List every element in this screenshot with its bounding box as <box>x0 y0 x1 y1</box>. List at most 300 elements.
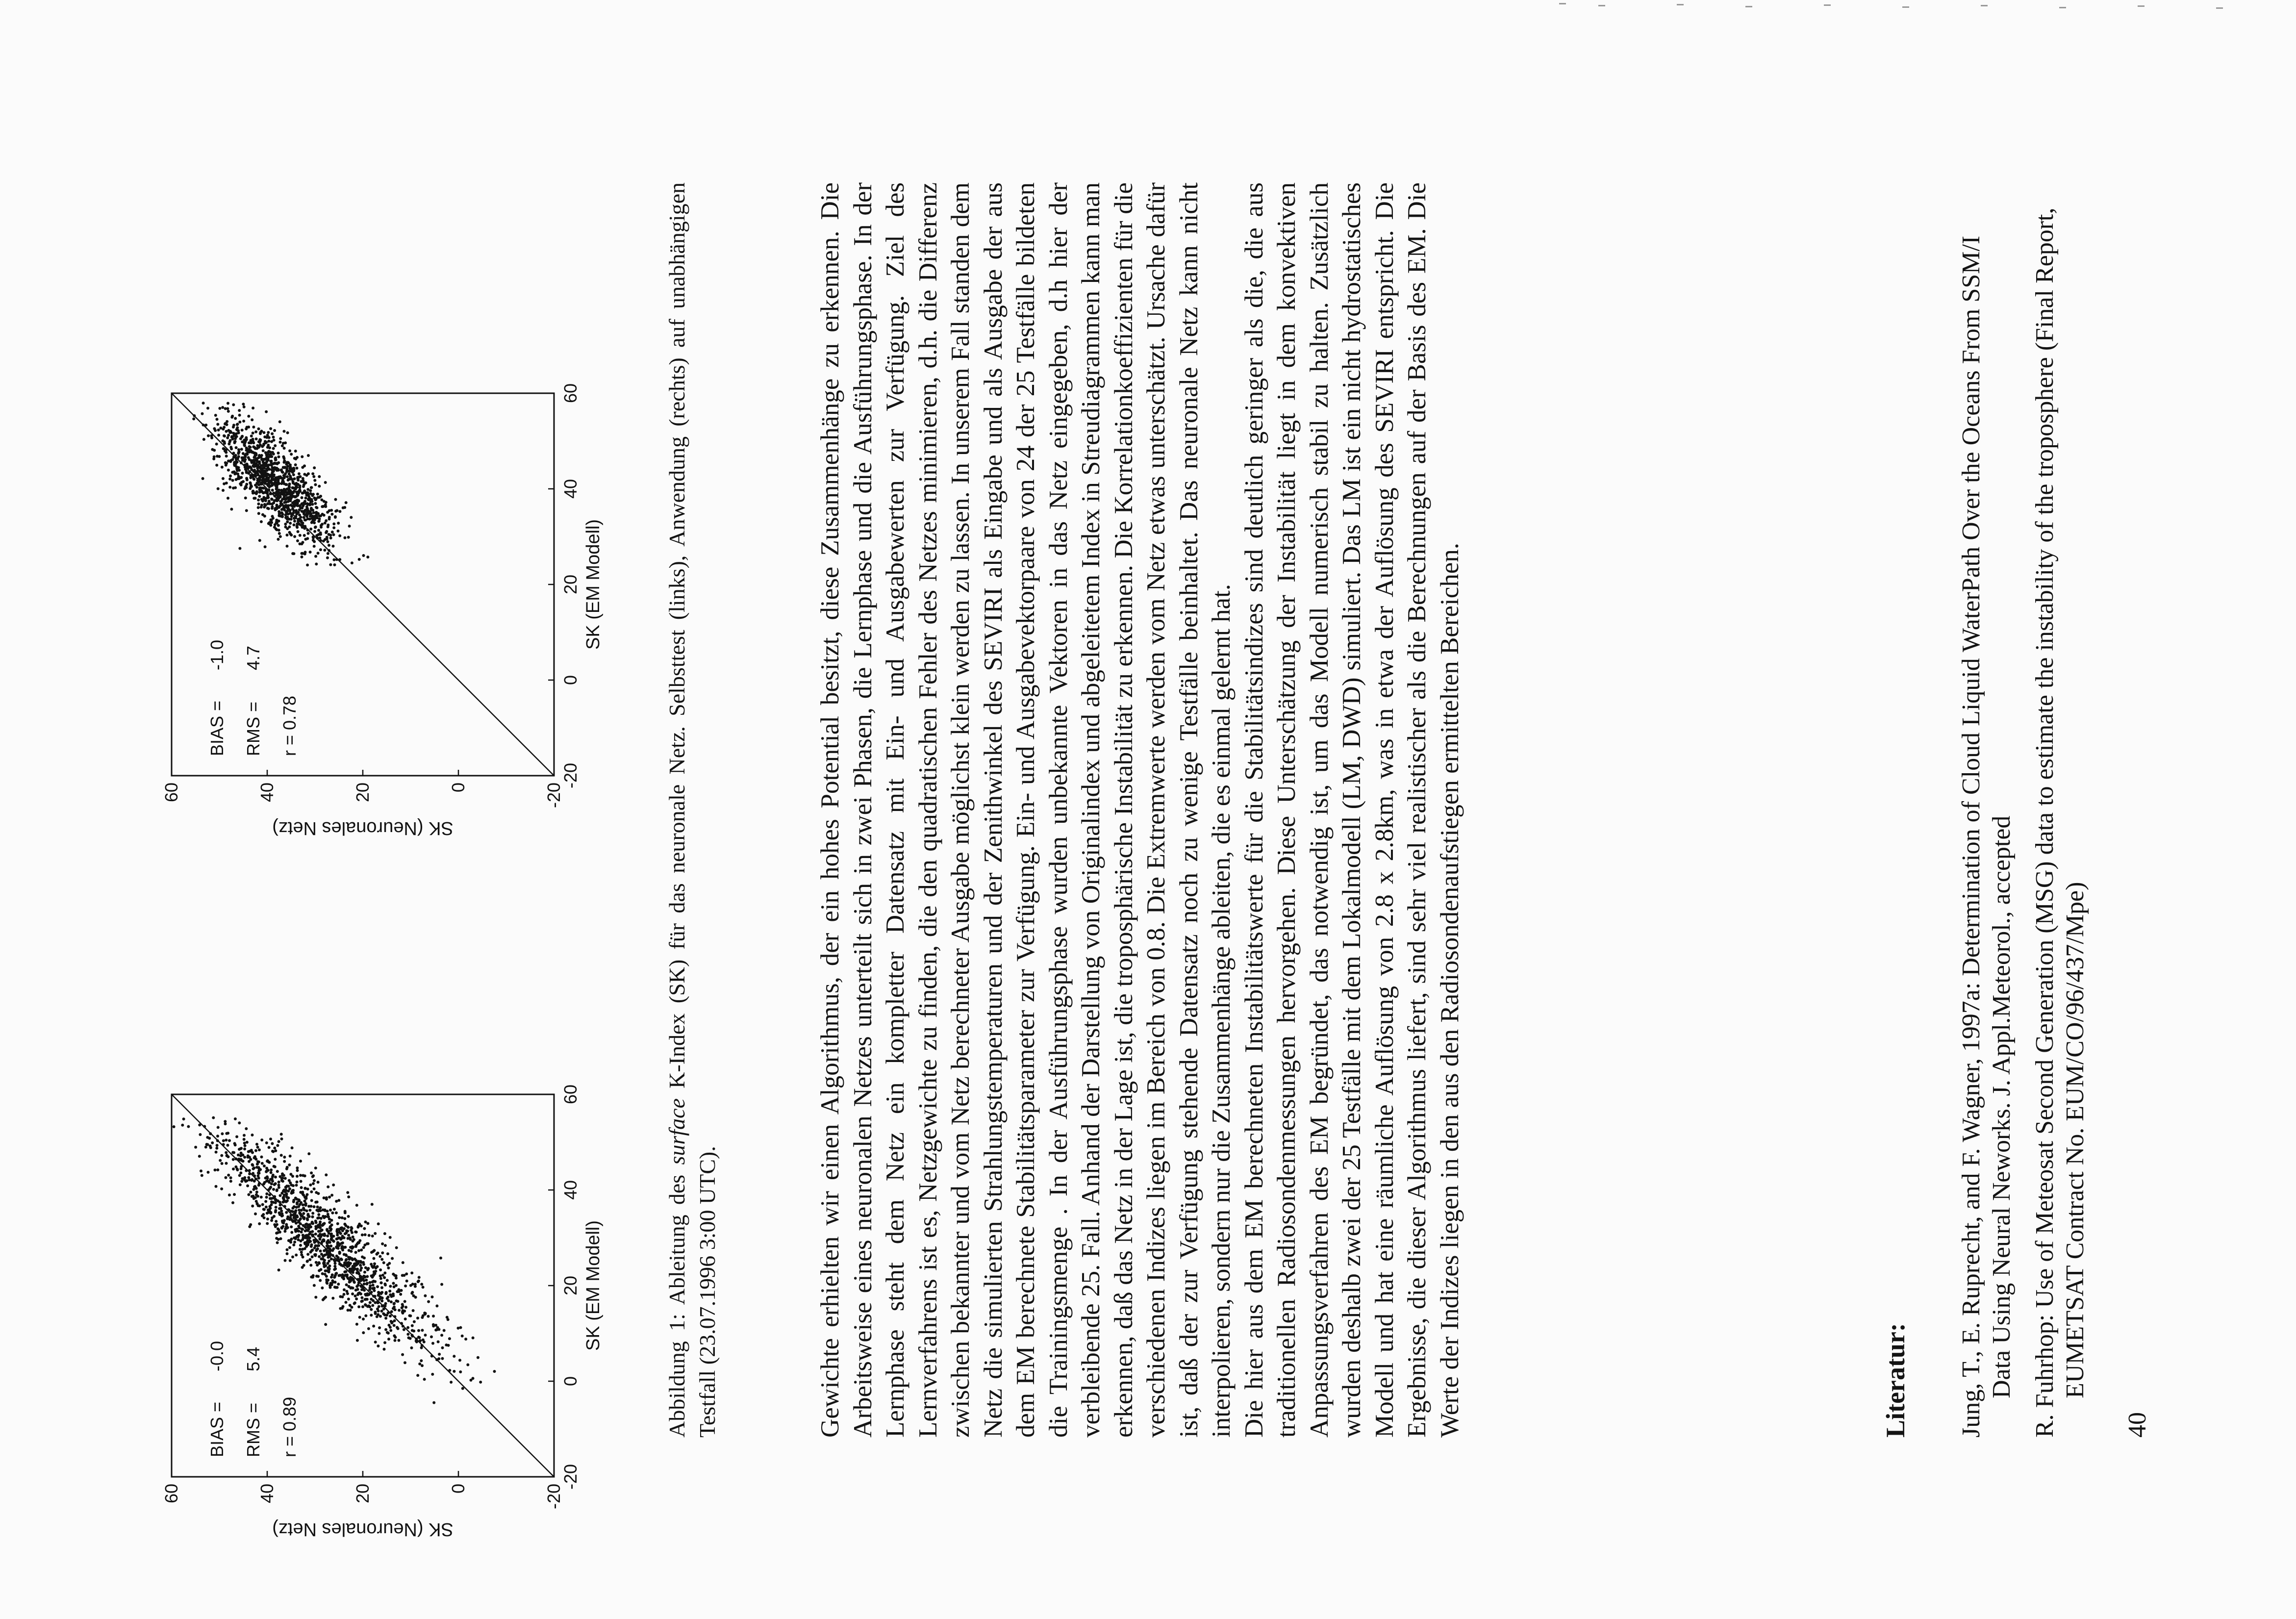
scatter-point <box>274 495 277 498</box>
scatter-point <box>380 1258 383 1261</box>
scatter-point <box>206 1136 209 1139</box>
scatter-point <box>390 1300 393 1303</box>
scatter-point <box>392 1282 395 1285</box>
scatter-point <box>269 518 272 521</box>
scatter-point <box>356 1339 359 1342</box>
scatter-point <box>390 1310 393 1313</box>
scatter-point <box>182 1117 185 1120</box>
scatter-point <box>356 1288 359 1291</box>
scatter-point <box>275 507 278 510</box>
scatter-point <box>309 1184 312 1187</box>
scatter-point <box>380 1299 383 1302</box>
x-tick-label: 20 <box>560 1275 580 1296</box>
scatter-point <box>311 1215 314 1218</box>
scatter-point <box>431 1342 434 1345</box>
scatter-point <box>327 1186 329 1189</box>
scatter-point <box>273 429 276 432</box>
scatter-point <box>250 434 253 437</box>
scatter-point <box>252 491 255 494</box>
scatter-point <box>288 450 291 453</box>
scatter-point <box>379 1315 382 1318</box>
scatter-point <box>243 1141 246 1144</box>
scatter-point <box>342 1305 345 1308</box>
scatter-point <box>389 1293 392 1296</box>
scatter-point <box>305 1223 308 1226</box>
scatter-point <box>380 1286 383 1289</box>
scatter-point <box>389 1315 392 1317</box>
scatter-point <box>232 1158 235 1161</box>
scatter-point <box>228 478 231 481</box>
scatter-point <box>239 437 242 440</box>
scatter-point <box>327 524 329 527</box>
scatter-point <box>336 1231 339 1234</box>
scatter-point <box>234 456 237 459</box>
scatter-point <box>378 1298 381 1301</box>
scatter-point <box>306 1217 309 1220</box>
scatter-point <box>302 1256 304 1259</box>
scatter-point <box>459 1370 462 1373</box>
scatter-point <box>259 482 262 485</box>
scatter-point <box>414 1296 417 1299</box>
scatter-point <box>274 1201 277 1204</box>
stat-label: r = 0.89 <box>279 1396 300 1457</box>
scatter-point <box>265 489 268 492</box>
scatter-point <box>269 1138 272 1140</box>
scatter-point <box>340 1264 343 1266</box>
scatter-point <box>272 1188 275 1191</box>
scatter-point <box>276 469 278 472</box>
scatter-point <box>354 1245 357 1248</box>
scatter-point <box>408 1314 411 1317</box>
scatter-point <box>320 1268 323 1271</box>
scatter-point <box>401 1303 404 1306</box>
scatter-point <box>291 1256 294 1259</box>
scatter-point <box>291 1219 294 1222</box>
scatter-point <box>410 1346 413 1349</box>
scatter-point <box>287 478 290 481</box>
scatter-point <box>304 1202 307 1205</box>
scatter-point <box>240 483 243 486</box>
scatter-point <box>325 1196 328 1199</box>
scatter-point <box>332 1184 335 1187</box>
scatter-point <box>252 431 254 434</box>
scatter-point <box>257 1177 260 1180</box>
scatter-point <box>398 1339 401 1342</box>
scatter-point <box>268 446 271 449</box>
scatter-point <box>305 1197 308 1200</box>
scatter-point <box>300 516 303 519</box>
scatter-point <box>289 1239 292 1242</box>
scatter-point <box>373 1257 376 1260</box>
scatter-point <box>334 1262 337 1265</box>
scatter-point <box>325 1173 328 1176</box>
scatter-point <box>316 493 319 496</box>
scatter-point <box>285 501 288 504</box>
scatter-point <box>317 1244 320 1247</box>
scatter-point <box>296 1166 299 1169</box>
scatter-point <box>283 1205 286 1208</box>
scatter-point <box>477 1356 479 1359</box>
scatter-point <box>345 1229 348 1232</box>
scatter-point <box>372 1325 375 1328</box>
scatter-point <box>313 1188 316 1190</box>
scatter-point <box>354 1294 357 1297</box>
scatter-point <box>302 1207 305 1210</box>
scatter-point <box>235 446 238 449</box>
scatter-point <box>313 545 316 548</box>
scatter-point <box>299 1240 302 1242</box>
scatter-point <box>346 1262 349 1265</box>
scan-mark <box>1824 4 1831 6</box>
scatter-point <box>345 1258 348 1261</box>
scatter-point <box>231 479 234 482</box>
scatter-point <box>255 437 258 440</box>
scatter-point <box>232 404 235 406</box>
scatter-point <box>192 417 195 420</box>
scan-mark <box>1745 6 1752 7</box>
body-paragraph: Die hier aus dem EM berechneten Instabilitätswerte für die Stabilitätsindizes sind deutlich geringer als die, die aus traditionellen Radiosondenmessungen hervorgehen. Diese Unterschätzung der Instabilität liegt in dem konvektiven Anpassungsverfahren des EM begründet, das notwendig ist, um das Modell numerisch stabil zu halten. Zusätzlich wurden deshalb zwei der 25 Testfälle mit dem Lokalmodell (LM, DWD) simuliert. Das LM ist ein nicht hydrostatisches Modell und hat eine räumliche Auflösung von 2.8 x 2.8km, was in etwa der Auflösung des SEVIRI entspricht. Die Ergebnisse, die dieser Algorithmus liefert, sind sehr viel realistischer als die Berechnungen auf der Basis des EM. Die Werte der Indizes liegen in den aus den Radiosondenaufstiegen ermittelten Bereichen. <box>1239 182 1464 1438</box>
scatter-point <box>285 1192 288 1195</box>
scatter-point <box>319 1220 322 1223</box>
scatter-point <box>384 1284 387 1287</box>
scatter-point <box>271 1175 274 1178</box>
scatter-point <box>234 417 237 420</box>
scatter-point <box>318 496 321 499</box>
scatter-point <box>259 443 262 446</box>
scatter-point <box>263 1164 266 1167</box>
scatter-point <box>352 1236 354 1239</box>
scatter-point <box>348 1281 351 1284</box>
scatter-point <box>374 1280 377 1283</box>
scatter-point <box>276 1189 278 1191</box>
scatter-point <box>294 1228 297 1231</box>
scatter-point <box>303 1200 306 1203</box>
scatter-point <box>378 1326 381 1329</box>
scatter-point <box>453 1355 455 1358</box>
scatter-point <box>353 1263 356 1265</box>
scatter-point <box>254 1157 257 1160</box>
scatter-point <box>260 1196 263 1199</box>
scatter-point <box>320 526 323 529</box>
scatter-point <box>351 1227 353 1230</box>
x-tick-label: 40 <box>560 1180 580 1200</box>
scatter-point <box>323 1222 326 1225</box>
scatter-point <box>266 1212 269 1214</box>
scatter-point <box>327 1246 329 1249</box>
scatter-point <box>263 475 266 478</box>
scatter-point <box>211 1141 214 1144</box>
scatter-point <box>348 1249 351 1252</box>
stat-value: 5.4 <box>243 1346 263 1371</box>
scatter-point <box>295 483 298 486</box>
scatter-point <box>237 477 240 480</box>
stat-label: RMS = <box>243 701 263 756</box>
scatter-point <box>210 434 213 437</box>
scatter-point <box>266 1217 269 1220</box>
scatter-point <box>262 449 265 452</box>
scatter-point <box>420 1359 423 1362</box>
scatter-point <box>434 1329 437 1332</box>
scatter-point <box>351 1306 353 1309</box>
scatter-point <box>370 1314 373 1316</box>
scatter-point <box>313 479 316 482</box>
scatter-point <box>461 1335 464 1338</box>
scatter-point <box>280 1212 283 1215</box>
scatter-point <box>326 511 329 514</box>
scatter-point <box>323 549 326 552</box>
scatter-point <box>316 1216 319 1219</box>
scatter-point <box>432 1315 435 1317</box>
scatter-point <box>265 1206 268 1209</box>
scatter-point <box>270 1171 273 1174</box>
scatter-point <box>362 1331 365 1334</box>
scatter-point <box>265 1192 268 1195</box>
scatter-point <box>385 1291 388 1294</box>
scatter-point <box>299 1244 302 1247</box>
scatter-point <box>332 533 335 536</box>
scatter-point <box>207 434 210 437</box>
scatter-point <box>348 525 351 528</box>
scatter-point <box>297 1225 300 1228</box>
scatter-point <box>274 1182 277 1185</box>
caption-label: Abbildung 1: <box>664 1314 689 1438</box>
scatter-point <box>247 456 250 459</box>
scatter-point <box>227 429 230 432</box>
scatter-point <box>302 491 304 494</box>
scatter-point <box>306 1240 309 1242</box>
scatter-point <box>308 504 311 506</box>
scatter-point <box>283 1230 286 1233</box>
scatter-point <box>350 1270 353 1273</box>
scatter-point <box>355 1204 358 1207</box>
scatter-point <box>286 1217 289 1220</box>
scatter-point <box>301 1248 304 1251</box>
scatter-point <box>280 511 283 514</box>
scatter-point <box>362 554 365 557</box>
scatter-point <box>251 418 253 421</box>
scatter-point <box>221 1162 224 1165</box>
scatter-point <box>448 1369 451 1372</box>
scatter-point <box>238 421 241 424</box>
scatter-point <box>343 1293 346 1296</box>
scatter-point <box>325 531 328 534</box>
scatter-point <box>247 448 250 451</box>
scatter-point <box>217 1126 220 1129</box>
scatter-point <box>224 1122 227 1125</box>
scatter-point <box>204 1146 207 1149</box>
scatter-point <box>270 1219 273 1222</box>
scatter-point <box>229 1176 232 1179</box>
scatter-point <box>278 1268 280 1271</box>
scatter-point <box>284 513 287 516</box>
scatter-point <box>364 1303 367 1306</box>
scatter-point <box>353 1281 356 1284</box>
scatter-point <box>304 538 307 541</box>
scatter-point <box>266 478 269 481</box>
scatter-point <box>311 517 314 520</box>
y-tick-label: 0 <box>448 1484 468 1494</box>
scatter-point <box>258 1172 261 1175</box>
scatter-point <box>245 471 248 474</box>
scatter-point <box>297 518 300 521</box>
scatter-point <box>227 1144 229 1147</box>
scatter-point <box>268 500 271 503</box>
scatter-point <box>331 1297 334 1300</box>
scatter-point <box>338 1216 341 1219</box>
scatter-point <box>376 1265 379 1268</box>
scatter-point <box>317 552 320 555</box>
scatter-point <box>284 483 287 486</box>
scatter-point <box>340 1237 343 1240</box>
scatter-point <box>289 504 292 506</box>
scatter-point <box>328 518 331 521</box>
scatter-point <box>312 535 315 538</box>
scatter-point <box>275 1199 278 1202</box>
scatter-point <box>201 412 204 415</box>
scatter-point <box>254 1213 257 1215</box>
x-axis-label: SK (EM Modell) <box>583 1220 604 1351</box>
reference-line <box>172 1094 554 1477</box>
scatter-point <box>333 1286 336 1289</box>
scatter-point <box>386 1252 389 1255</box>
scatter-point <box>351 1292 354 1295</box>
scatter-point <box>347 1298 350 1301</box>
scan-mark <box>2138 5 2145 7</box>
scatter-point <box>363 1276 366 1279</box>
scatter-point <box>360 1285 363 1288</box>
scatter-point <box>328 549 330 552</box>
scatter-point <box>286 1196 289 1199</box>
scatter-point <box>371 1235 374 1238</box>
scatter-point <box>314 1166 317 1169</box>
scatter-point <box>314 555 317 558</box>
scatter-point <box>244 1144 247 1147</box>
scatter-point <box>358 558 361 561</box>
scatter-point <box>237 448 240 451</box>
scatter-point <box>437 1341 440 1343</box>
scatter-point <box>328 544 330 547</box>
scatter-point <box>263 435 266 438</box>
scatter-point <box>315 1261 318 1264</box>
scatter-point <box>252 1195 254 1198</box>
scatter-point <box>225 1176 227 1179</box>
scatter-point <box>234 440 237 443</box>
scatter-point <box>310 1171 313 1174</box>
scatter-point <box>286 1248 289 1251</box>
scatter-point <box>295 1254 298 1257</box>
x-tick-label: 20 <box>560 574 580 595</box>
scatter-point <box>316 1201 319 1204</box>
scatter-point <box>361 1305 364 1308</box>
y-tick-label: 20 <box>353 783 373 803</box>
y-tick-label: 60 <box>161 783 181 803</box>
scatter-point <box>303 1217 305 1220</box>
x-tick-label: 60 <box>560 1084 580 1105</box>
scatter-point <box>296 539 299 542</box>
scatter-point <box>415 1338 418 1341</box>
scatter-point <box>271 498 274 501</box>
scatter-point <box>338 558 341 561</box>
scatter-point <box>401 1274 404 1277</box>
scatter-point <box>458 1359 461 1362</box>
scatter-point <box>432 1401 435 1404</box>
scatter-point <box>230 508 233 511</box>
scatter-point <box>387 1295 390 1298</box>
scatter-point <box>181 1124 184 1127</box>
scatter-point <box>350 516 353 519</box>
scatter-point <box>289 1259 292 1262</box>
scatter-point <box>332 526 335 529</box>
scatter-point <box>282 474 285 477</box>
scatter-point <box>421 1316 424 1319</box>
scatter-point <box>308 1258 311 1261</box>
scatter-point <box>281 444 284 447</box>
scatter-point <box>318 475 321 478</box>
scatter-point <box>287 504 290 507</box>
scatter-point <box>284 526 287 529</box>
scatter-point <box>330 1238 333 1241</box>
scatter-point <box>233 464 236 467</box>
scatter-point <box>289 532 292 535</box>
scatter-point <box>339 1295 342 1298</box>
scatter-point <box>303 516 305 519</box>
scatter-point <box>303 1236 306 1239</box>
scatter-point <box>307 532 310 535</box>
scatter-plot-selbsttest <box>152 991 652 1555</box>
scatter-point <box>253 474 256 477</box>
scatter-point <box>379 1274 382 1277</box>
scatter-point <box>326 536 328 539</box>
scan-mark <box>2216 7 2223 9</box>
scatter-point <box>397 1327 400 1330</box>
scatter-point <box>221 466 224 469</box>
scatter-point <box>227 442 230 445</box>
scatter-point <box>261 500 264 503</box>
scatter-point <box>320 1217 323 1220</box>
scatter-point <box>301 1228 304 1231</box>
scatter-point <box>327 1215 330 1218</box>
scatter-point <box>279 1207 282 1210</box>
scatter-point <box>317 1210 320 1213</box>
scatter-point <box>430 1355 433 1358</box>
scatter-point <box>302 480 305 483</box>
scatter-point <box>330 1194 333 1197</box>
scatter-point <box>383 1232 386 1235</box>
scatter-point <box>412 1330 415 1333</box>
scatter-point <box>282 1220 285 1223</box>
scatter-point <box>243 405 246 408</box>
scatter-point <box>260 1156 263 1159</box>
scatter-point <box>341 1216 344 1219</box>
scatter-point <box>271 432 274 435</box>
scatter-point <box>402 1325 404 1328</box>
scatter-point <box>274 444 277 447</box>
scatter-point <box>278 532 281 535</box>
scatter-point <box>311 472 314 475</box>
scatter-point <box>319 1230 322 1233</box>
scatter-point <box>207 1171 210 1174</box>
scatter-point <box>270 473 273 476</box>
scatter-point <box>355 1297 358 1300</box>
scatter-point <box>381 1274 384 1277</box>
scatter-point <box>246 1185 249 1188</box>
scatter-point <box>263 431 266 434</box>
scatter-point <box>299 475 302 478</box>
scatter-point <box>286 520 289 523</box>
scatter-point <box>377 1310 380 1313</box>
scatter-point <box>287 1209 290 1212</box>
scatter-point <box>446 1316 449 1319</box>
